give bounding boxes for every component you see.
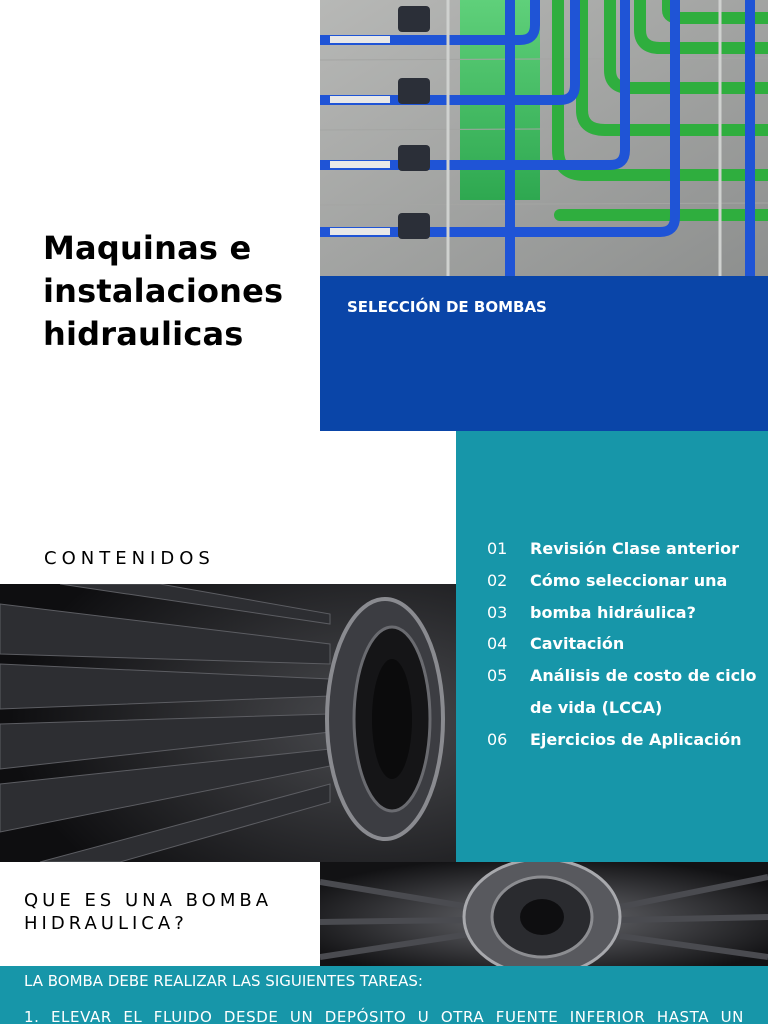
toc-number: 05 xyxy=(487,666,508,686)
toc-item xyxy=(487,533,762,565)
section-heading-line-2: HIDRAULICA? xyxy=(24,913,188,934)
toc-label: Cavitación xyxy=(530,634,625,654)
section-heading-line-1: QUE ES UNA BOMBA xyxy=(24,890,273,911)
toc-label: bomba hidráulica? xyxy=(530,602,696,622)
title-line-3: hidraulicas xyxy=(43,315,244,353)
table-of-contents xyxy=(487,533,762,756)
toc-label: Cómo seleccionar una xyxy=(530,570,728,590)
toc-number: 02 xyxy=(487,570,508,590)
task-item-1: 1. ELEVAR EL FLUIDO DESDE UN DEPÓSITO U OTRA FUENTE INFERIOR HASTA UN xyxy=(24,1008,744,1026)
title-line-1: Maquinas e xyxy=(43,229,252,267)
section-heading xyxy=(24,889,324,935)
toc-label: Análisis de costo de ciclo de vida (LCCA) xyxy=(530,666,757,717)
pipes-photo xyxy=(320,0,768,276)
document-title xyxy=(43,227,313,356)
turbine-closeup-photo xyxy=(320,862,768,966)
subtitle: SELECCIÓN DE BOMBAS xyxy=(347,298,547,316)
toc-item xyxy=(487,597,762,629)
turbine-photo xyxy=(0,584,456,862)
toc-item xyxy=(487,724,762,756)
toc-item xyxy=(487,628,762,660)
toc-number: 04 xyxy=(487,634,508,654)
toc-item xyxy=(487,565,762,597)
toc-label: Ejercicios de Aplicación xyxy=(530,729,742,749)
contents-heading: CONTENIDOS xyxy=(44,548,215,569)
toc-label: Revisión Clase anterior xyxy=(530,539,739,558)
tasks-intro: LA BOMBA DEBE REALIZAR LAS SIGUIENTES TAREAS: xyxy=(24,972,423,990)
toc-number: 03 xyxy=(487,602,508,622)
toc-number: 01 xyxy=(487,539,508,558)
title-line-2: instalaciones xyxy=(43,272,284,310)
toc-item xyxy=(487,660,762,724)
toc-number: 06 xyxy=(487,729,508,749)
